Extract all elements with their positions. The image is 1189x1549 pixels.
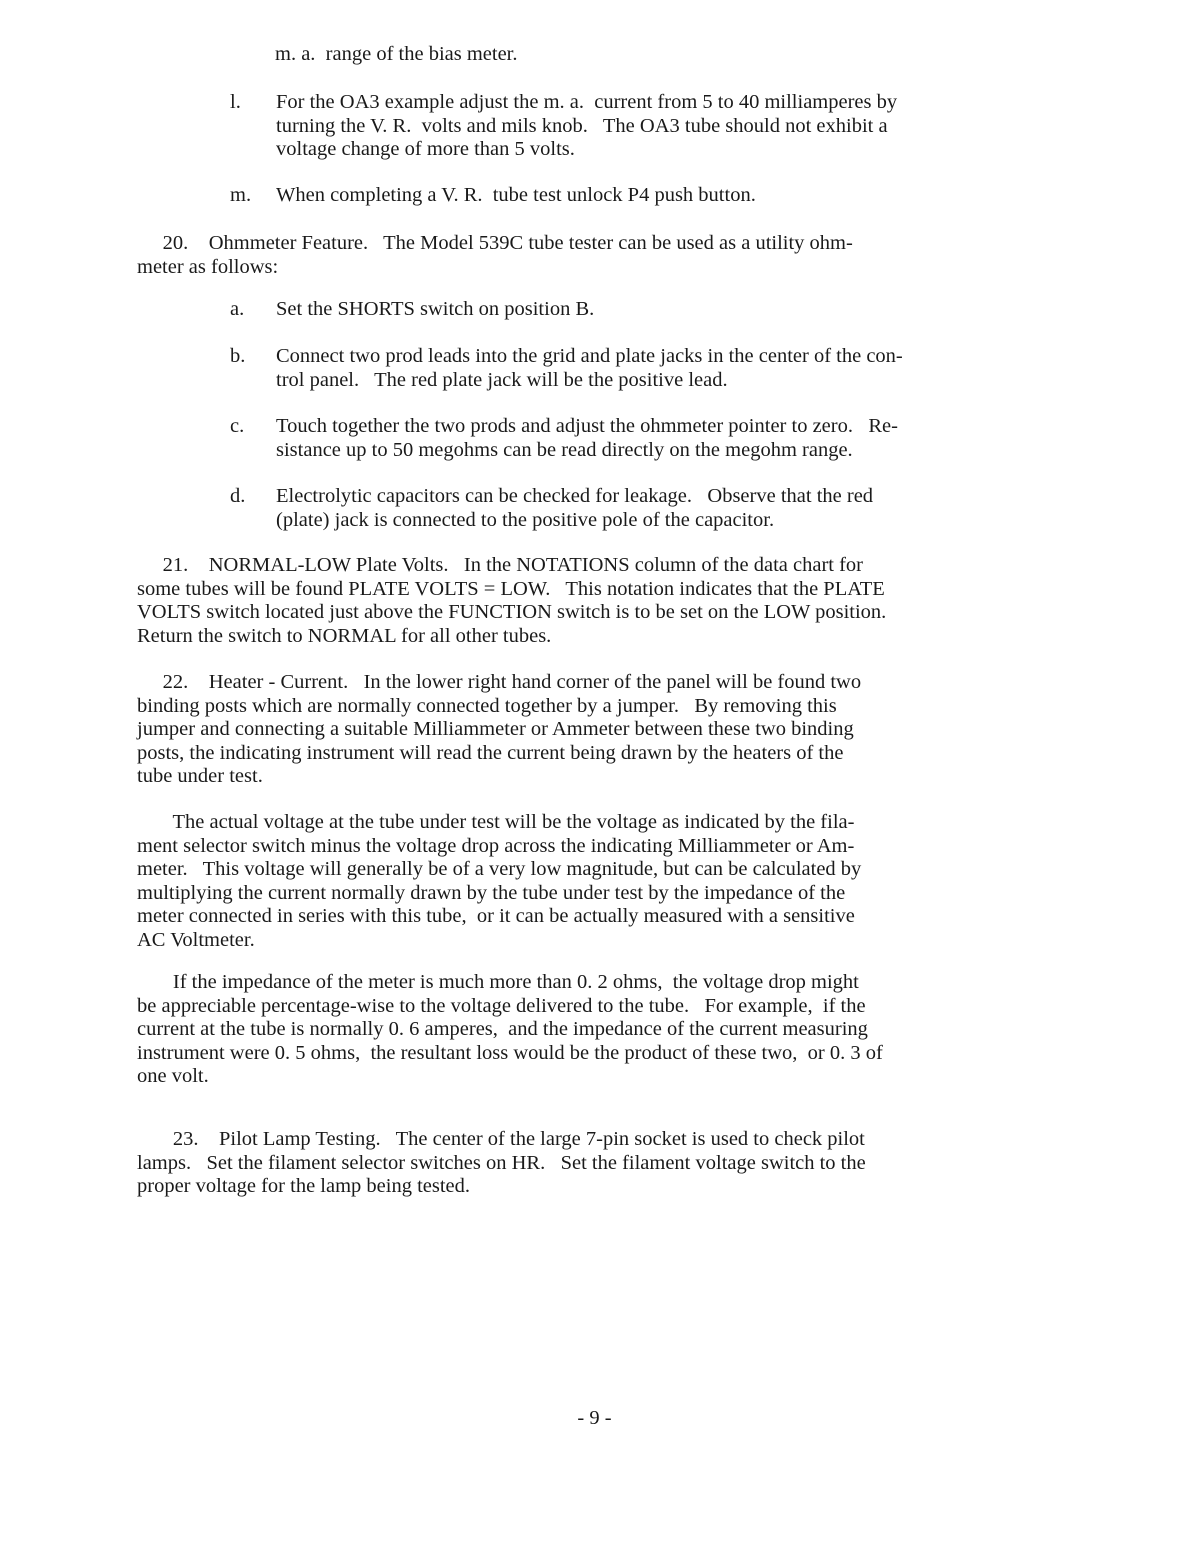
list-item-text: When completing a V. R. tube test unlock P4 push button.: [276, 184, 756, 206]
section-20-ohmmeter-feature: 20. Ohmmeter Feature. The Model 539C tube tester can be used as a utility ohm- meter as follows:: [137, 232, 853, 278]
page-number: - 9 -: [577, 1407, 612, 1429]
list-item-text: Connect two prod leads into the grid and plate jacks in the center of the con- trol panel. The red plate jack will be the positive lead.: [276, 345, 903, 391]
list-item-text: For the OA3 example adjust the m. a. current from 5 to 40 milliamperes by turning the V. R. volts and mils knob. The OA3 tube should not exhibit a voltage change of more than 5 volts.: [276, 91, 898, 160]
list-item-label: l.: [230, 91, 241, 113]
list-item-label: d.: [230, 485, 246, 507]
list-item-text: Electrolytic capacitors can be checked for leakage. Observe that the red (plate) jack is connected to the positive pole of the capacitor.: [276, 485, 874, 531]
list-item-text: Touch together the two prods and adjust the ohmmeter pointer to zero. Re- sistance up to 50 megohms can be read directly on the megohm range.: [276, 415, 898, 461]
list-item-text: Set the SHORTS switch on position B.: [276, 298, 595, 320]
list-item-label: c.: [230, 415, 245, 437]
section-23-pilot-lamp-testing: 23. Pilot Lamp Testing. The center of the large 7-pin socket is used to check pilot lamps. Set the filament selector switches on HR. Set the filament voltage switch to the proper voltage for the lamp being tested.: [137, 1128, 866, 1197]
intro-continuation: m. a. range of the bias meter.: [275, 43, 518, 65]
paragraph-actual-voltage: The actual voltage at the tube under test will be the voltage as indicated by the fila- ment selector switch minus the voltage drop across the indicating Milliammeter or Am- meter. This voltage will generally be of a very low magnitude, but can be calculated by multiplying the current normally drawn by the tube under test by the impedance of the meter connected in series with this tube, or it can be actually measured with a sensitive AC Voltmeter.: [137, 811, 862, 951]
paragraph-meter-impedance: If the impedance of the meter is much more than 0. 2 ohms, the voltage drop might be appreciable percentage-wise to the voltage delivered to the tube. For example, if the current at the tube is normally 0. 6 amperes, and the impedance of the current measuring instrument were 0. 5 ohms, the resultant loss would be the product of these two, or 0. 3 of one volt.: [137, 971, 883, 1087]
list-item-label: m.: [230, 184, 252, 206]
list-item-label: a.: [230, 298, 245, 320]
section-22-heater-current: 22. Heater - Current. In the lower right hand corner of the panel will be found two binding posts which are normally connected together by a jumper. By removing this jumper and connecting a suitable Milliammeter or Ammeter between these two binding posts, the indicating instrument will read the current being drawn by the heaters of the tube under test.: [137, 671, 862, 787]
list-item-label: b.: [230, 345, 246, 367]
section-21-normal-low-plate-volts: 21. NORMAL-LOW Plate Volts. In the NOTATIONS column of the data chart for some tubes will be found PLATE VOLTS = LOW. This notation indicates that the PLATE VOLTS switch located just above the FUNCTION switch is to be set on the LOW position. Return the switch to NORMAL for all other tubes.: [137, 554, 887, 647]
